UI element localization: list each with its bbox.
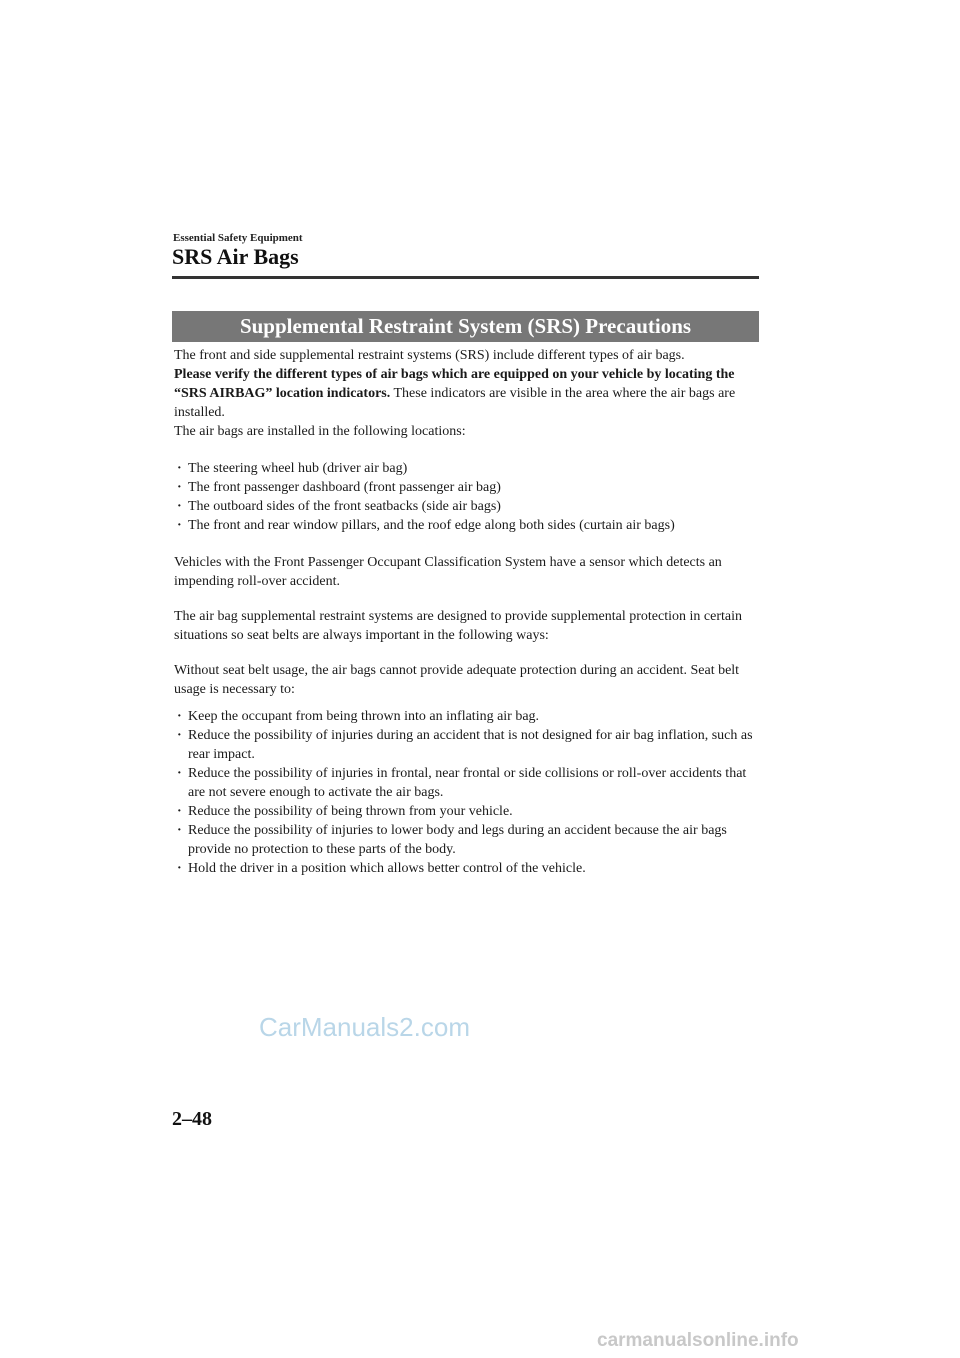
intro-bold-instruction: Please verify the different types of air bags which are equipped on your vehicle by locating the “SRS AIRBAG” location indicators. xyxy=(174,367,735,401)
spacer xyxy=(174,645,764,661)
spacer xyxy=(174,591,764,607)
spacer xyxy=(174,441,764,459)
spacer xyxy=(174,535,764,553)
list-item: · Reduce the possibility of being thrown from your vehicle. xyxy=(174,802,764,821)
chapter-title: SRS Air Bags xyxy=(172,244,299,269)
section-banner: Supplemental Restraint System (SRS) Precautions xyxy=(172,311,759,342)
list-item: · The steering wheel hub (driver air bag) xyxy=(174,459,764,478)
watermark-text: CarManuals2.com xyxy=(259,1012,470,1042)
seatbelt-paragraph: Without seat belt usage, the air bags cannot provide adequate protection during an accident. Seat belt usage is necessary to: xyxy=(174,663,740,697)
protection-paragraph: The air bag supplemental restraint systems are designed to provide supplemental protection in certain situations so seat belts are always important in the following ways: xyxy=(174,609,742,643)
list-item: · Reduce the possibility of injuries to lower body and legs during an accident because the air bags provide no protection to these parts of the body. xyxy=(174,821,764,859)
list-item: · Keep the occupant from being thrown into an inflating air bag. xyxy=(174,707,764,726)
list-item: · Hold the driver in a position which allows better control of the vehicle. xyxy=(174,859,764,878)
list-item: · The front passenger dashboard (front passenger air bag) xyxy=(174,478,764,497)
list-item: · The front and rear window pillars, and the roof edge along both sides (curtain air bags) xyxy=(174,516,764,535)
content-body xyxy=(174,346,764,878)
intro-locations-lead: The air bags are installed in the following locations: xyxy=(174,424,466,439)
intro-line: The front and side supplemental restraint systems (SRS) include different types of air bags. xyxy=(174,348,685,363)
sensor-paragraph: Vehicles with the Front Passenger Occupant Classification System have a sensor which detects an impending roll-over accident. xyxy=(174,555,722,589)
header-rule xyxy=(172,276,759,279)
intro-paragraph xyxy=(174,346,764,441)
page-number: 2–48 xyxy=(172,1108,212,1130)
list-item: · The outboard sides of the front seatbacks (side air bags) xyxy=(174,497,764,516)
list-item: · Reduce the possibility of injuries in frontal, near frontal or side collisions or roll-over accidents that are not severe enough to activate the air bags. xyxy=(174,764,764,802)
intro-rest: These indicators are visible in the area where the air bags are installed. xyxy=(174,386,736,420)
footer-watermark: carmanualsonline.info xyxy=(597,1330,799,1351)
list-item: · Reduce the possibility of injuries during an accident that is not designed for air bag inflation, such as rear impact. xyxy=(174,726,764,764)
section-label: Essential Safety Equipment xyxy=(173,232,303,244)
locations-list xyxy=(174,459,764,535)
seatbelt-reasons-list xyxy=(174,707,764,878)
spacer xyxy=(174,699,764,707)
